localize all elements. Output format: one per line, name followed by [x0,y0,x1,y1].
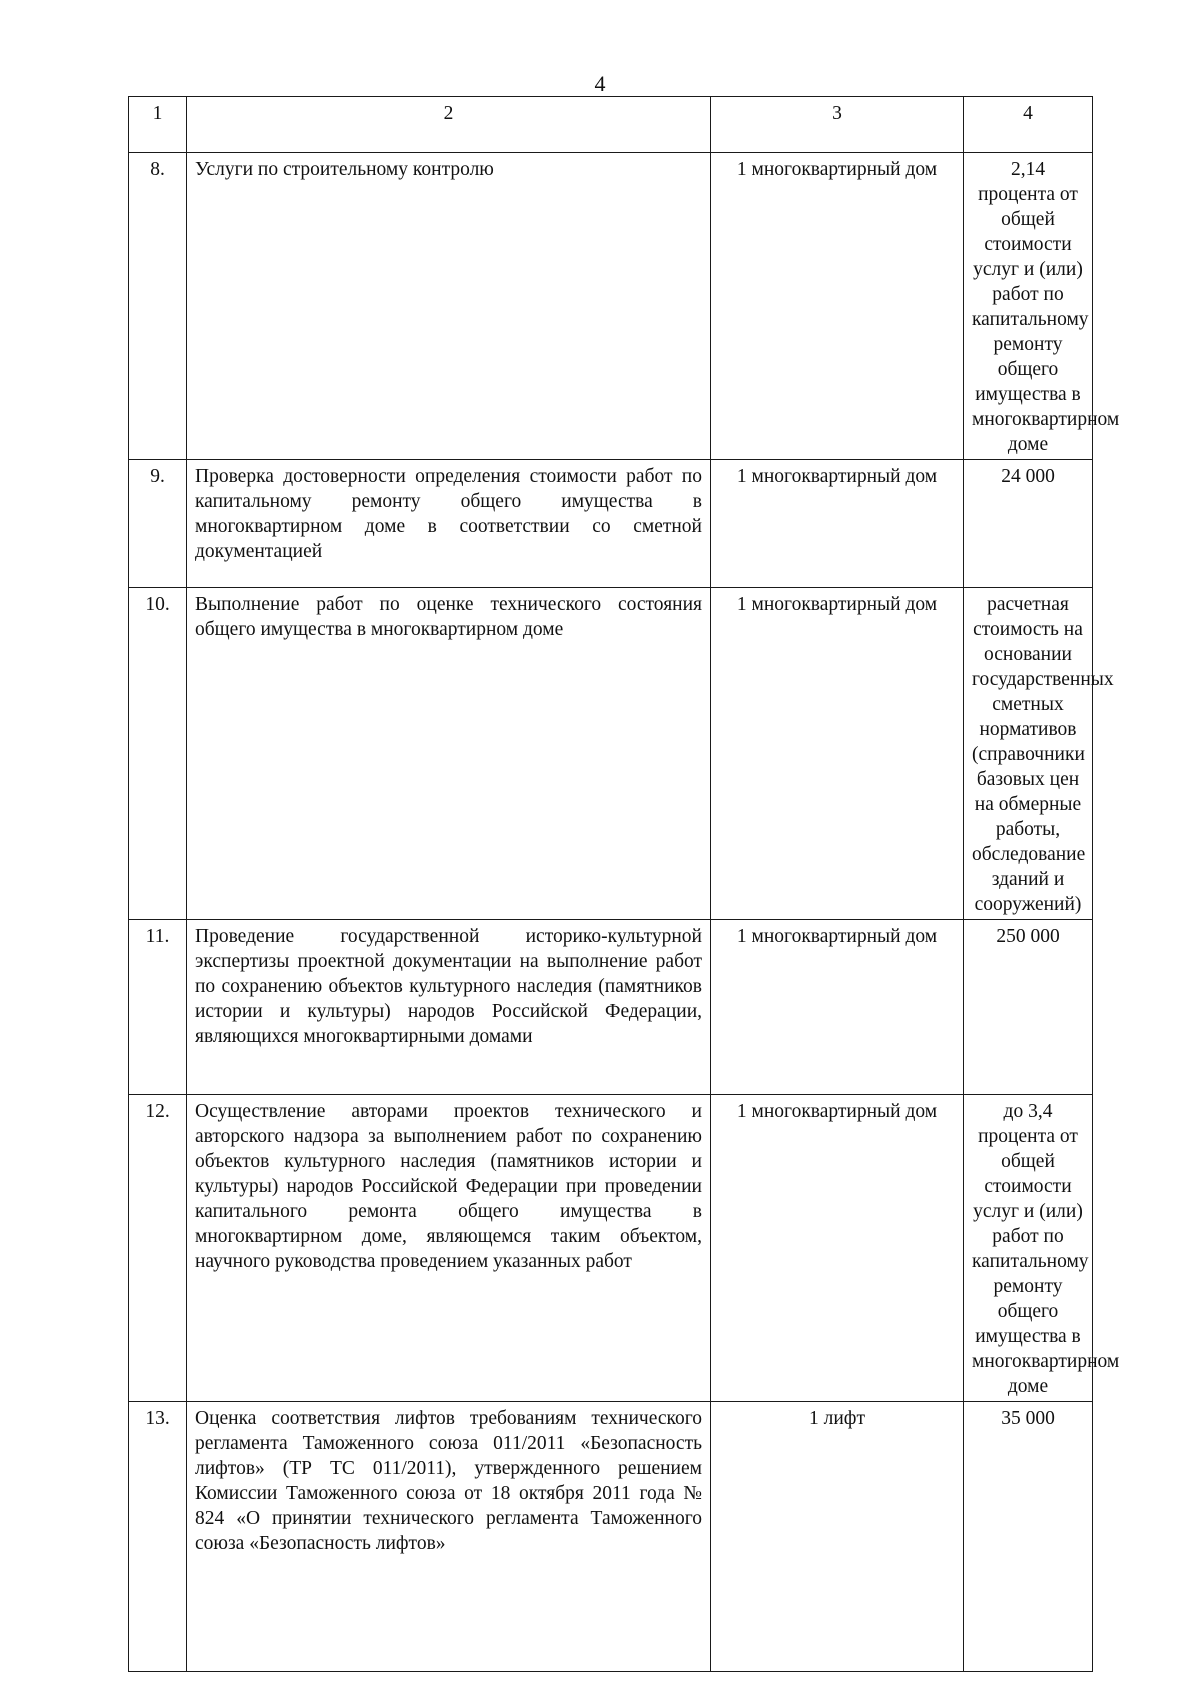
table-row [129,153,1093,460]
table-header-row [129,97,1093,153]
service-description: Проведение государственной историко-культурной экспертизы проектной документации на выполнение работ по сохранению объектов культурного наследия (памятников истории и культуры) народов Российской Федерации, являющихся многоквартирными домами [187,920,711,1095]
row-number: 12. [129,1095,187,1402]
cost-value: до 3,4 процента от общей стоимости услуг и (или) работ по капитальному ремонту общего имущества в многоквартирном доме [964,1095,1093,1402]
table-row [129,1402,1093,1672]
column-header-1: 1 [129,97,187,153]
unit-of-measure: 1 многоквартирный дом [711,153,964,460]
column-header-3: 3 [711,97,964,153]
cost-value: расчетная стоимость на основании государственных сметных нормативов (справочники базовых цен на обмерные работы, обследование зданий и сооружений) [964,588,1093,920]
cost-value: 24 000 [964,460,1093,588]
service-description: Оценка соответствия лифтов требованиям технического регламента Таможенного союза 011/2011 «Безопасность лифтов» (ТР ТС 011/2011), утвержденного решением Комиссии Таможенного союза от 18 октября 2011 года № 824 «О принятии технического регламента Таможенного союза «Безопасность лифтов» [187,1402,711,1672]
column-header-4: 4 [964,97,1093,153]
column-header-2: 2 [187,97,711,153]
unit-of-measure: 1 многоквартирный дом [711,588,964,920]
unit-of-measure: 1 лифт [711,1402,964,1672]
table-row [129,588,1093,920]
table-row [129,920,1093,1095]
page-number: 4 [594,71,606,96]
row-number: 13. [129,1402,187,1672]
table-row [129,1095,1093,1402]
row-number: 8. [129,153,187,460]
row-number: 10. [129,588,187,920]
service-description: Проверка достоверности определения стоимости работ по капитальному ремонту общего имущества в многоквартирном доме в соответствии со сметной документацией [187,460,711,588]
service-description: Выполнение работ по оценке технического состояния общего имущества в многоквартирном доме [187,588,711,920]
table-row [129,460,1093,588]
services-table [128,96,1120,1672]
unit-of-measure: 1 многоквартирный дом [711,1095,964,1402]
row-number: 9. [129,460,187,588]
row-number: 11. [129,920,187,1095]
cost-value: 35 000 [964,1402,1093,1672]
unit-of-measure: 1 многоквартирный дом [711,920,964,1095]
cost-value: 2,14 процента от общей стоимости услуг и (или) работ по капитальному ремонту общего имущества в многоквартирном доме [964,153,1093,460]
unit-of-measure: 1 многоквартирный дом [711,460,964,588]
service-description: Услуги по строительному контролю [187,153,711,460]
cost-value: 250 000 [964,920,1093,1095]
service-description: Осуществление авторами проектов технического и авторского надзора за выполнением работ по сохранению объектов культурного наследия (памятников истории и культуры) народов Российской Федерации при проведении капитального ремонта общего имущества в многоквартирном доме, являющемся таким объектом, научного руководства проведением указанных работ [187,1095,711,1402]
